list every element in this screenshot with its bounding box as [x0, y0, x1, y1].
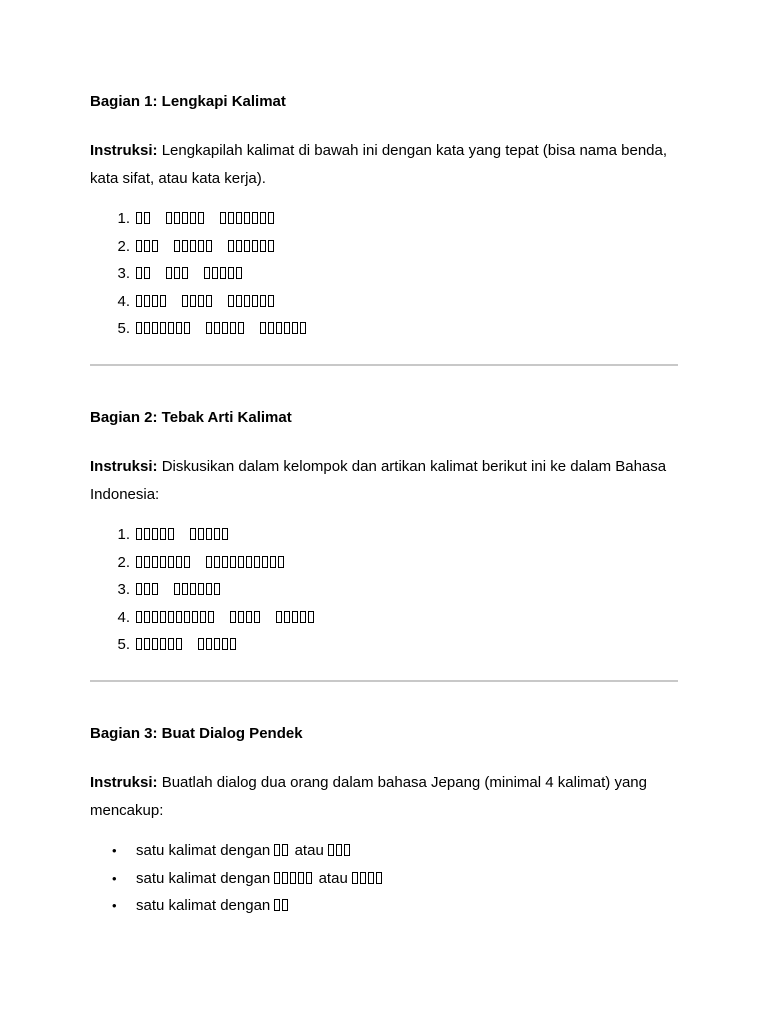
- bullet-item: [90, 841, 678, 869]
- missing-glyph-box: [214, 528, 220, 540]
- missing-glyph-group: [276, 609, 316, 626]
- missing-glyph-box: [228, 267, 234, 279]
- missing-glyph-box: [300, 611, 306, 623]
- bullet-icon: •: [112, 843, 117, 858]
- missing-glyph-box: [160, 638, 166, 650]
- missing-glyph-box: [246, 611, 252, 623]
- missing-glyph-box: [292, 611, 298, 623]
- missing-glyph-box: [208, 611, 214, 623]
- missing-glyph-box: [230, 322, 236, 334]
- missing-glyph-box: [222, 528, 228, 540]
- missing-glyph-box: [212, 267, 218, 279]
- missing-glyph-box: [166, 267, 172, 279]
- missing-glyph-box: [168, 556, 174, 568]
- missing-glyph-group: [182, 293, 214, 310]
- section-3: [90, 725, 678, 924]
- missing-glyph-group: [198, 636, 238, 653]
- missing-glyph-box: [230, 638, 236, 650]
- missing-glyph-box: [176, 638, 182, 650]
- missing-glyph-group: [328, 842, 352, 859]
- missing-glyph-box: [136, 212, 142, 224]
- missing-glyph-group: [136, 636, 184, 653]
- missing-glyph-box: [228, 240, 234, 252]
- missing-glyph-box: [214, 322, 220, 334]
- missing-glyph-box: [136, 295, 142, 307]
- missing-glyph-box: [268, 212, 274, 224]
- section-divider: [90, 680, 678, 682]
- missing-glyph-box: [238, 611, 244, 623]
- missing-glyph-box: [206, 528, 212, 540]
- missing-glyph-group: [136, 609, 216, 626]
- missing-glyph-box: [152, 638, 158, 650]
- missing-glyph-box: [136, 267, 142, 279]
- missing-glyph-box: [176, 556, 182, 568]
- missing-glyph-group: [166, 210, 206, 227]
- missing-glyph-box: [184, 611, 190, 623]
- missing-glyph-group: [274, 842, 290, 859]
- instruction: [90, 137, 678, 192]
- missing-glyph-box: [368, 872, 374, 884]
- bullet-item: [90, 869, 678, 897]
- missing-glyph-group: [260, 320, 308, 337]
- missing-glyph-box: [220, 267, 226, 279]
- missing-glyph-box: [160, 556, 166, 568]
- missing-glyph-box: [136, 638, 142, 650]
- missing-glyph-box: [214, 638, 220, 650]
- missing-glyph-box: [282, 899, 288, 911]
- exercise-list: [90, 525, 678, 663]
- missing-glyph-box: [198, 295, 204, 307]
- missing-glyph-group: [274, 897, 290, 914]
- missing-glyph-box: [282, 844, 288, 856]
- missing-glyph-box: [292, 322, 298, 334]
- missing-glyph-box: [152, 240, 158, 252]
- missing-glyph-box: [144, 322, 150, 334]
- missing-glyph-box: [198, 212, 204, 224]
- missing-glyph-box: [228, 212, 234, 224]
- missing-glyph-box: [278, 556, 284, 568]
- missing-glyph-box: [284, 322, 290, 334]
- missing-glyph-box: [190, 528, 196, 540]
- missing-glyph-box: [166, 212, 172, 224]
- missing-glyph-box: [206, 583, 212, 595]
- missing-glyph-box: [268, 240, 274, 252]
- instruction-text: Lengkapilah kalimat di bawah ini dengan kata yang tepat (bisa nama benda, kata sifat, atau kata kerja).: [90, 142, 668, 187]
- missing-glyph-box: [174, 583, 180, 595]
- missing-glyph-box: [168, 322, 174, 334]
- missing-glyph-box: [152, 322, 158, 334]
- missing-glyph-box: [274, 844, 280, 856]
- missing-glyph-box: [236, 267, 242, 279]
- missing-glyph-group: [136, 554, 192, 571]
- list-item: [90, 525, 678, 553]
- missing-glyph-box: [160, 611, 166, 623]
- missing-glyph-group: [174, 581, 222, 598]
- missing-glyph-box: [204, 267, 210, 279]
- missing-glyph-box: [246, 556, 252, 568]
- list-item: [90, 635, 678, 663]
- missing-glyph-box: [168, 611, 174, 623]
- missing-glyph-box: [190, 240, 196, 252]
- missing-glyph-box: [198, 583, 204, 595]
- missing-glyph-box: [254, 611, 260, 623]
- missing-glyph-box: [144, 583, 150, 595]
- instruction-label: Instruksi:: [90, 458, 158, 475]
- missing-glyph-box: [238, 322, 244, 334]
- item-number: 1.: [117, 526, 130, 543]
- missing-glyph-box: [236, 240, 242, 252]
- missing-glyph-box: [252, 240, 258, 252]
- item-number: 3.: [117, 581, 130, 598]
- item-number: 3.: [117, 265, 130, 282]
- missing-glyph-box: [144, 556, 150, 568]
- missing-glyph-box: [182, 240, 188, 252]
- missing-glyph-box: [160, 528, 166, 540]
- missing-glyph-box: [262, 556, 268, 568]
- section-title: Bagian 3: Buat Dialog Pendek: [90, 725, 303, 742]
- missing-glyph-box: [206, 556, 212, 568]
- missing-glyph-box: [244, 212, 250, 224]
- item-number: 1.: [117, 210, 130, 227]
- missing-glyph-group: [352, 870, 384, 887]
- missing-glyph-box: [182, 583, 188, 595]
- missing-glyph-box: [290, 872, 296, 884]
- list-item: [90, 264, 678, 292]
- missing-glyph-group: [230, 609, 262, 626]
- item-number: 5.: [117, 320, 130, 337]
- instruction: [90, 769, 678, 824]
- missing-glyph-box: [198, 638, 204, 650]
- missing-glyph-box: [136, 611, 142, 623]
- missing-glyph-box: [284, 611, 290, 623]
- missing-glyph-box: [152, 295, 158, 307]
- instruction: [90, 453, 678, 508]
- missing-glyph-box: [190, 583, 196, 595]
- missing-glyph-box: [276, 611, 282, 623]
- missing-glyph-box: [190, 212, 196, 224]
- missing-glyph-box: [136, 583, 142, 595]
- missing-glyph-box: [144, 528, 150, 540]
- list-item: [90, 580, 678, 608]
- instruction-text: Diskusikan dalam kelompok dan artikan kalimat berikut ini ke dalam Bahasa Indonesia:: [90, 458, 667, 503]
- exercise-list: [90, 209, 678, 347]
- missing-glyph-box: [144, 267, 150, 279]
- section-title: Bagian 1: Lengkapi Kalimat: [90, 93, 286, 110]
- missing-glyph-box: [328, 844, 334, 856]
- item-number: 2.: [117, 237, 130, 255]
- list-item: [90, 292, 678, 320]
- missing-glyph-group: [136, 238, 160, 255]
- missing-glyph-box: [136, 528, 142, 540]
- missing-glyph-group: [190, 526, 230, 543]
- missing-glyph-box: [230, 556, 236, 568]
- bullet-text: satu kalimat dengan: [136, 869, 275, 887]
- missing-glyph-box: [252, 295, 258, 307]
- item-number: 4.: [117, 608, 130, 626]
- missing-glyph-box: [222, 638, 228, 650]
- missing-glyph-group: [204, 265, 244, 282]
- bullet-text: satu kalimat dengan: [136, 897, 275, 914]
- missing-glyph-box: [206, 638, 212, 650]
- missing-glyph-box: [190, 295, 196, 307]
- missing-glyph-box: [274, 872, 280, 884]
- requirement-list: [90, 841, 678, 924]
- bullet-item: [90, 896, 678, 924]
- list-item: [90, 608, 678, 636]
- missing-glyph-box: [192, 611, 198, 623]
- item-number: 5.: [117, 636, 130, 653]
- missing-glyph-box: [198, 240, 204, 252]
- bullet-text: satu kalimat dengan: [136, 842, 275, 859]
- missing-glyph-box: [222, 322, 228, 334]
- list-item: [90, 237, 678, 265]
- list-item: [90, 319, 678, 347]
- bullet-text: atau: [290, 842, 328, 859]
- missing-glyph-group: [136, 265, 152, 282]
- missing-glyph-box: [270, 556, 276, 568]
- missing-glyph-box: [206, 295, 212, 307]
- missing-glyph-group: [136, 210, 152, 227]
- section-divider: [90, 364, 678, 366]
- missing-glyph-box: [160, 322, 166, 334]
- missing-glyph-box: [268, 322, 274, 334]
- missing-glyph-box: [144, 295, 150, 307]
- missing-glyph-group: [228, 293, 276, 310]
- missing-glyph-box: [182, 212, 188, 224]
- missing-glyph-group: [174, 238, 214, 255]
- missing-glyph-box: [168, 528, 174, 540]
- missing-glyph-box: [168, 638, 174, 650]
- missing-glyph-box: [206, 322, 212, 334]
- section-1: [90, 93, 678, 347]
- missing-glyph-box: [352, 872, 358, 884]
- missing-glyph-group: [136, 526, 176, 543]
- missing-glyph-box: [184, 322, 190, 334]
- missing-glyph-box: [300, 322, 306, 334]
- missing-glyph-box: [276, 322, 282, 334]
- missing-glyph-box: [260, 295, 266, 307]
- missing-glyph-group: [166, 265, 190, 282]
- missing-glyph-box: [230, 611, 236, 623]
- missing-glyph-box: [220, 212, 226, 224]
- missing-glyph-box: [200, 611, 206, 623]
- missing-glyph-box: [160, 295, 166, 307]
- instruction-label: Instruksi:: [90, 774, 158, 791]
- missing-glyph-box: [260, 322, 266, 334]
- missing-glyph-box: [360, 872, 366, 884]
- missing-glyph-group: [136, 581, 160, 598]
- missing-glyph-box: [214, 583, 220, 595]
- missing-glyph-box: [198, 528, 204, 540]
- missing-glyph-box: [174, 240, 180, 252]
- missing-glyph-box: [306, 872, 312, 884]
- missing-glyph-group: [136, 293, 168, 310]
- missing-glyph-group: [206, 320, 246, 337]
- missing-glyph-group: [136, 320, 192, 337]
- missing-glyph-box: [236, 295, 242, 307]
- missing-glyph-box: [206, 240, 212, 252]
- instruction-text: Buatlah dialog dua orang dalam bahasa Jepang (minimal 4 kalimat) yang mencakup:: [90, 774, 647, 819]
- missing-glyph-box: [298, 872, 304, 884]
- missing-glyph-box: [238, 556, 244, 568]
- missing-glyph-box: [152, 528, 158, 540]
- missing-glyph-box: [152, 583, 158, 595]
- missing-glyph-box: [268, 295, 274, 307]
- missing-glyph-box: [176, 611, 182, 623]
- missing-glyph-box: [144, 638, 150, 650]
- missing-glyph-box: [176, 322, 182, 334]
- missing-glyph-box: [228, 295, 234, 307]
- missing-glyph-box: [274, 899, 280, 911]
- missing-glyph-box: [308, 611, 314, 623]
- missing-glyph-box: [144, 212, 150, 224]
- item-number: 2.: [117, 553, 130, 571]
- missing-glyph-box: [254, 556, 260, 568]
- missing-glyph-box: [336, 844, 342, 856]
- missing-glyph-box: [152, 611, 158, 623]
- missing-glyph-box: [282, 872, 288, 884]
- missing-glyph-box: [144, 611, 150, 623]
- missing-glyph-box: [182, 267, 188, 279]
- section-2: [90, 409, 678, 663]
- list-item: [90, 209, 678, 237]
- missing-glyph-group: [228, 238, 276, 255]
- missing-glyph-box: [244, 295, 250, 307]
- instruction-label: Instruksi:: [90, 142, 158, 159]
- list-item: [90, 553, 678, 581]
- missing-glyph-box: [182, 295, 188, 307]
- missing-glyph-box: [222, 556, 228, 568]
- missing-glyph-box: [376, 872, 382, 884]
- bullet-text: atau: [314, 869, 352, 887]
- section-title: Bagian 2: Tebak Arti Kalimat: [90, 409, 292, 426]
- missing-glyph-box: [214, 556, 220, 568]
- missing-glyph-box: [244, 240, 250, 252]
- missing-glyph-group: [220, 210, 276, 227]
- missing-glyph-group: [206, 554, 286, 571]
- missing-glyph-box: [260, 240, 266, 252]
- missing-glyph-box: [252, 212, 258, 224]
- missing-glyph-box: [136, 240, 142, 252]
- missing-glyph-box: [152, 556, 158, 568]
- missing-glyph-box: [136, 556, 142, 568]
- missing-glyph-box: [144, 240, 150, 252]
- missing-glyph-box: [184, 556, 190, 568]
- item-number: 4.: [117, 292, 130, 310]
- missing-glyph-box: [236, 212, 242, 224]
- bullet-icon: •: [112, 898, 117, 913]
- missing-glyph-box: [174, 212, 180, 224]
- missing-glyph-box: [174, 267, 180, 279]
- bullet-icon: •: [112, 870, 117, 886]
- missing-glyph-box: [344, 844, 350, 856]
- missing-glyph-box: [260, 212, 266, 224]
- missing-glyph-box: [136, 322, 142, 334]
- missing-glyph-group: [274, 870, 314, 887]
